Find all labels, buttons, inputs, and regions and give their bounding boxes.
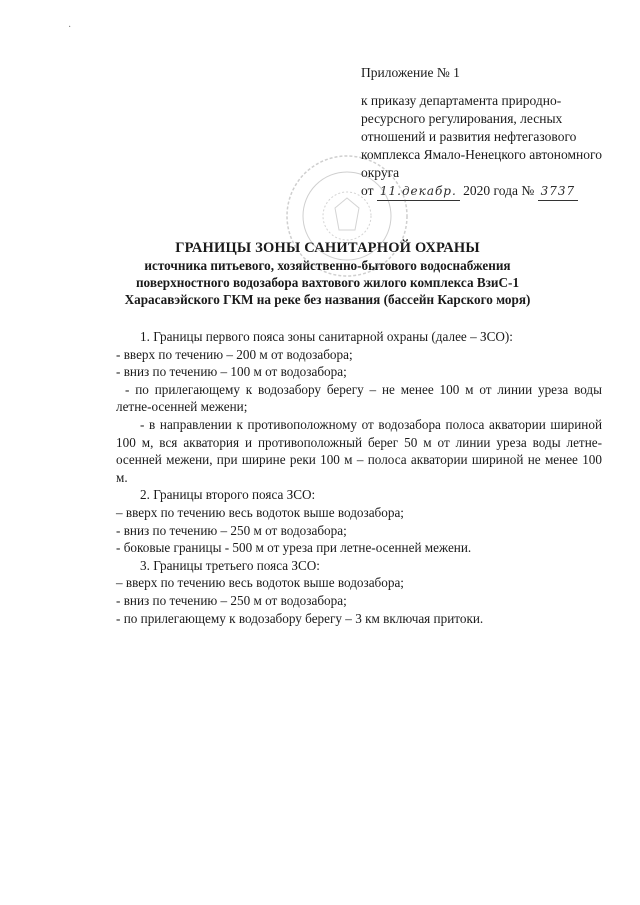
s2-item-1: – вверх по течению весь водоток выше водозабора; — [116, 504, 404, 520]
s1-item-1: - вверх по течению – 200 м от водозабора; — [116, 346, 353, 362]
year-text: 2020 года — [463, 183, 518, 198]
title-main: ГРАНИЦЫ ЗОНЫ САНИТАРНОЙ ОХРАНЫ — [175, 240, 480, 256]
s1-item-3: - по прилегающему к водозабору берегу – не менее 100 м от линии уреза воды летне-осенней межени; — [116, 381, 602, 415]
s1-item-4: - в направлении к противоположному от водозабора полоса акватории шириной 100 м, вся акватория и противоположный берег 50 м от линии уреза воды летне-осенней межени, при ширине реки 100 м – полоса акватории шириной не менее 100 м. — [116, 416, 602, 485]
s2-item-2: - вниз по течению – 250 м от водозабора; — [116, 522, 347, 538]
annex-title: Приложение № 1 — [361, 65, 460, 80]
s3-item-2: - вниз по течению – 250 м от водозабора; — [116, 592, 347, 608]
section-3-heading: 3. Границы третьего пояса ЗСО: — [140, 557, 320, 573]
s2-item-3: - боковые границы - 500 м от уреза при летне-осенней межени. — [116, 540, 472, 556]
section-2-heading: 2. Границы второго пояса ЗСО: — [140, 487, 316, 503]
s3-item-3: - по прилегающему к водозабору берегу – 3 км включая притоки. — [116, 610, 484, 626]
date-prefix: от — [361, 183, 374, 198]
document-body — [116, 328, 602, 627]
annex-basis: к приказу департамента природно-ресурсного регулирования, лесных отношений и развития нефтегазового комплекса Ямало-Ненецкого автономного округа — [361, 93, 602, 180]
scan-mark: · — [68, 22, 72, 33]
s1-item-2: - вниз по течению – 100 м от водозабора; — [116, 364, 347, 380]
number-prefix: № — [521, 183, 535, 198]
title-sub: источника питьевого, хозяйственно-бытового водоснабжения поверхностного водозабора вахтового жилого комплекса ВзиС-1 Харасавэйского ГКМ на реке без названия (бассейн Карского моря) — [124, 258, 531, 307]
handwritten-number: 3737 — [538, 182, 579, 201]
handwritten-date: 11.декабр. — [377, 182, 460, 201]
section-1-heading: 1. Границы первого пояса зоны санитарной охраны (далее – ЗСО): — [140, 329, 513, 344]
document-title — [100, 240, 555, 308]
s3-item-1: – вверх по течению весь водоток выше водозабора; — [116, 575, 404, 591]
